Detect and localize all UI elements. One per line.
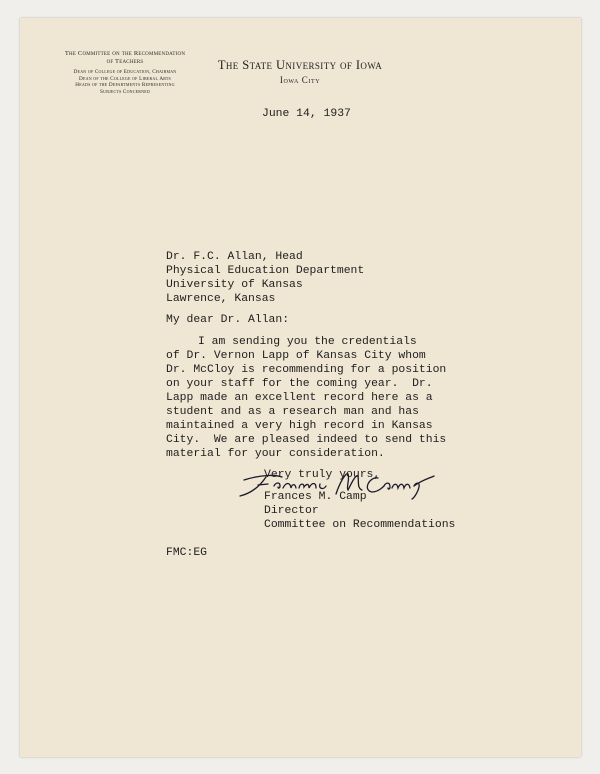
body-line: student and as a research man and has	[166, 406, 419, 418]
university-name: The State University of Iowa	[217, 58, 383, 72]
body-line: of Dr. Vernon Lapp of Kansas City whom	[166, 350, 426, 362]
letter-date: June 14, 1937	[262, 108, 351, 120]
university-city: Iowa City	[279, 75, 321, 85]
committee-member: Dean of College of Education, Chairman	[73, 69, 177, 75]
recipient-line: Physical Education Department	[166, 265, 365, 277]
recipient-line: University of Kansas	[166, 279, 303, 291]
body-line: material for your consideration.	[166, 448, 385, 460]
body-line: maintained a very high record in Kansas	[166, 420, 433, 432]
recipient-line: Dr. F.C. Allan, Head	[166, 251, 303, 263]
reference-initials: FMC:EG	[166, 547, 208, 559]
recipient-line: Lawrence, Kansas	[166, 293, 276, 305]
body-line: on your staff for the coming year. Dr.	[166, 378, 433, 390]
body-line: Dr. McCloy is recommending for a position	[166, 364, 447, 376]
closing: Very truly yours,	[264, 469, 381, 481]
university-letterhead	[200, 58, 400, 85]
committee-line-2: of Teachers	[106, 58, 144, 65]
signer-name: Frances M. Camp	[264, 491, 367, 503]
salutation: My dear Dr. Allan:	[166, 314, 290, 326]
signer-committee: Committee on Recommendations	[264, 519, 456, 531]
body-line: City. We are pleased indeed to send this	[166, 434, 447, 446]
signer-title: Director	[264, 505, 319, 517]
body-line: Lapp made an excellent record here as a	[166, 392, 433, 404]
committee-member: Heads of the Departments Representing	[75, 82, 175, 88]
committee-member: Subjects Concerned	[100, 88, 150, 95]
committee-line-1: The Committee on the Recommendation	[64, 50, 186, 57]
committee-member: Dean of the College of Liberal Arts	[79, 75, 171, 82]
committee-letterhead	[50, 50, 200, 95]
body-line: I am sending you the credentials	[198, 336, 417, 348]
